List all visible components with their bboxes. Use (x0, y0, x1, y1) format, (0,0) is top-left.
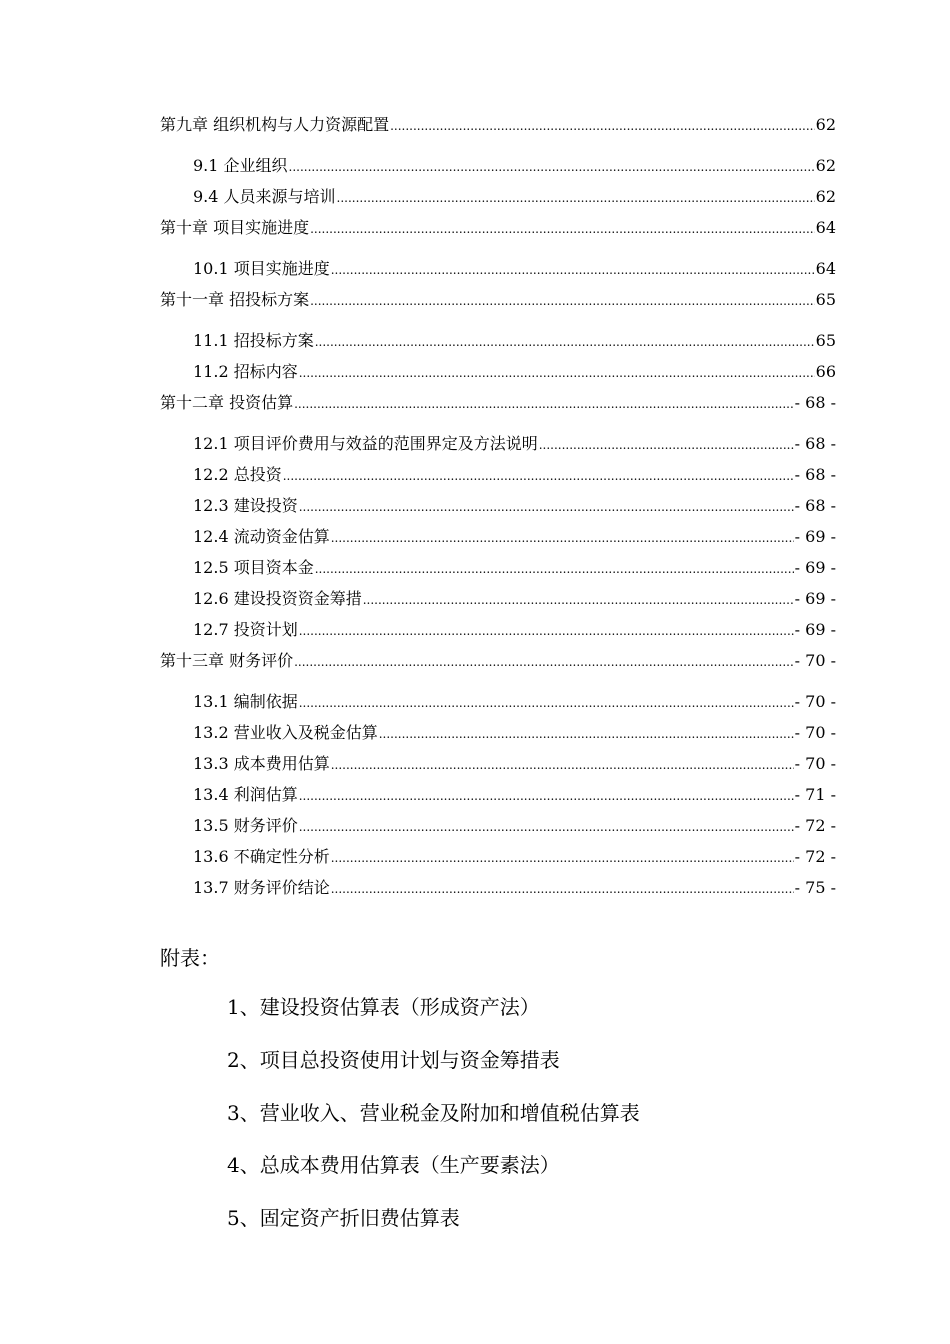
toc-entry-title: 12.5 项目资本金 (193, 558, 314, 577)
toc-dot-leader (315, 557, 794, 581)
toc-dot-leader (363, 588, 794, 612)
toc-entry[interactable] (193, 257, 836, 281)
toc-entry-title: 12.7 投资计划 (193, 620, 298, 639)
toc-entry[interactable] (193, 154, 836, 178)
toc-dot-leader (289, 155, 815, 179)
toc-dot-leader (299, 815, 794, 839)
toc-entry-title: 9.1 企业组织 (193, 156, 288, 175)
toc-entry-title: 12.4 流动资金估算 (193, 527, 330, 546)
toc-entry-title: 13.6 不确定性分析 (193, 847, 330, 866)
toc-entry-page: - 72 - (794, 816, 836, 835)
toc-entry[interactable] (160, 113, 836, 137)
toc-dot-leader (299, 361, 815, 385)
toc-entry[interactable] (193, 525, 836, 549)
toc-entry-page: 65 (815, 331, 836, 350)
appendix-item: 4、总成本费用估算表（生产要素法） (227, 1153, 560, 1177)
toc-entry[interactable] (193, 814, 836, 838)
toc-entry-title: 12.2 总投资 (193, 465, 282, 484)
toc-entry[interactable] (193, 690, 836, 714)
toc-entry-title: 第九章 组织机构与人力资源配置 (160, 115, 390, 134)
toc-dot-leader (310, 289, 815, 313)
toc-entry-page: - 69 - (794, 620, 836, 639)
toc-dot-leader (331, 753, 794, 777)
toc-entry-title: 12.3 建设投资 (193, 496, 298, 515)
toc-entry-page: - 70 - (794, 692, 836, 711)
toc-entry-page: 62 (815, 187, 836, 206)
toc-entry-page: 66 (815, 362, 836, 381)
toc-entry-page: - 69 - (794, 589, 836, 608)
appendix-item: 2、项目总投资使用计划与资金筹措表 (227, 1048, 560, 1072)
toc-entry-page: 64 (815, 218, 836, 237)
toc-entry-title: 12.6 建设投资资金筹措 (193, 589, 362, 608)
toc-entry[interactable] (160, 649, 836, 673)
toc-entry[interactable] (193, 329, 836, 353)
toc-entry-page: 65 (815, 290, 836, 309)
toc-dot-leader (294, 392, 794, 416)
toc-entry-title: 13.3 成本费用估算 (193, 754, 330, 773)
toc-entry-page: - 70 - (794, 754, 836, 773)
toc-entry-title: 12.1 项目评价费用与效益的范围界定及方法说明 (193, 434, 538, 453)
appendix-title: 附表： (160, 946, 220, 970)
toc-entry[interactable] (193, 463, 836, 487)
toc-entry-title: 13.7 财务评价结论 (193, 878, 330, 897)
toc-entry[interactable] (193, 494, 836, 518)
toc-entry[interactable] (193, 618, 836, 642)
toc-entry-title: 13.4 利润估算 (193, 785, 298, 804)
toc-entry-title: 13.1 编制依据 (193, 692, 298, 711)
toc-entry-page: 64 (815, 259, 836, 278)
toc-entry-title: 9.4 人员来源与培训 (193, 187, 336, 206)
toc-dot-leader (379, 722, 794, 746)
toc-entry-page: - 70 - (794, 651, 836, 670)
toc-entry-page: - 68 - (794, 393, 836, 412)
appendix-item: 3、营业收入、营业税金及附加和增值税估算表 (227, 1101, 640, 1125)
toc-entry-title: 11.2 招标内容 (193, 362, 298, 381)
toc-dot-leader (299, 495, 794, 519)
toc-entry[interactable] (193, 783, 836, 807)
toc-entry-title: 第十章 项目实施进度 (160, 218, 310, 237)
toc-entry[interactable] (193, 876, 836, 900)
toc-entry-page: - 68 - (794, 434, 836, 453)
toc-entry[interactable] (160, 216, 836, 240)
toc-entry-page: - 70 - (794, 723, 836, 742)
toc-entry[interactable] (160, 391, 836, 415)
toc-dot-leader (315, 330, 815, 354)
toc-entry[interactable] (193, 556, 836, 580)
toc-entry-title: 13.5 财务评价 (193, 816, 298, 835)
toc-entry-title: 11.1 招投标方案 (193, 331, 314, 350)
toc-entry[interactable] (193, 360, 836, 384)
toc-entry-page: - 68 - (794, 496, 836, 515)
toc-entry[interactable] (193, 587, 836, 611)
toc-entry[interactable] (193, 185, 836, 209)
toc-dot-leader (331, 258, 815, 282)
toc-dot-leader (331, 526, 794, 550)
toc-entry[interactable] (160, 288, 836, 312)
toc-dot-leader (299, 619, 794, 643)
toc-entry[interactable] (193, 432, 836, 456)
toc-entry-title: 第十二章 投资估算 (160, 393, 294, 412)
toc-entry-title: 第十一章 招投标方案 (160, 290, 310, 309)
toc-dot-leader (390, 114, 815, 138)
toc-entry-page: - 72 - (794, 847, 836, 866)
toc-entry[interactable] (193, 721, 836, 745)
toc-entry-page: - 68 - (794, 465, 836, 484)
toc-dot-leader (337, 186, 815, 210)
appendix-item: 1、建设投资估算表（形成资产法） (227, 995, 540, 1019)
toc-entry[interactable] (193, 845, 836, 869)
toc-dot-leader (294, 650, 794, 674)
toc-entry-page: - 75 - (794, 878, 836, 897)
toc-entry[interactable] (193, 752, 836, 776)
toc-dot-leader (310, 217, 815, 241)
toc-entry-page: 62 (815, 156, 836, 175)
toc-entry-page: - 71 - (794, 785, 836, 804)
appendix-item: 5、固定资产折旧费估算表 (227, 1206, 460, 1230)
toc-dot-leader (331, 846, 794, 870)
toc-entry-title: 10.1 项目实施进度 (193, 259, 330, 278)
toc-dot-leader (299, 691, 794, 715)
toc-dot-leader (299, 784, 794, 808)
toc-entry-title: 13.2 营业收入及税金估算 (193, 723, 378, 742)
toc-dot-leader (539, 433, 794, 457)
toc-entry-page: 62 (815, 115, 836, 134)
toc-entry-page: - 69 - (794, 527, 836, 546)
toc-entry-page: - 69 - (794, 558, 836, 577)
toc-dot-leader (283, 464, 794, 488)
toc-entry-title: 第十三章 财务评价 (160, 651, 294, 670)
toc-dot-leader (331, 877, 794, 901)
